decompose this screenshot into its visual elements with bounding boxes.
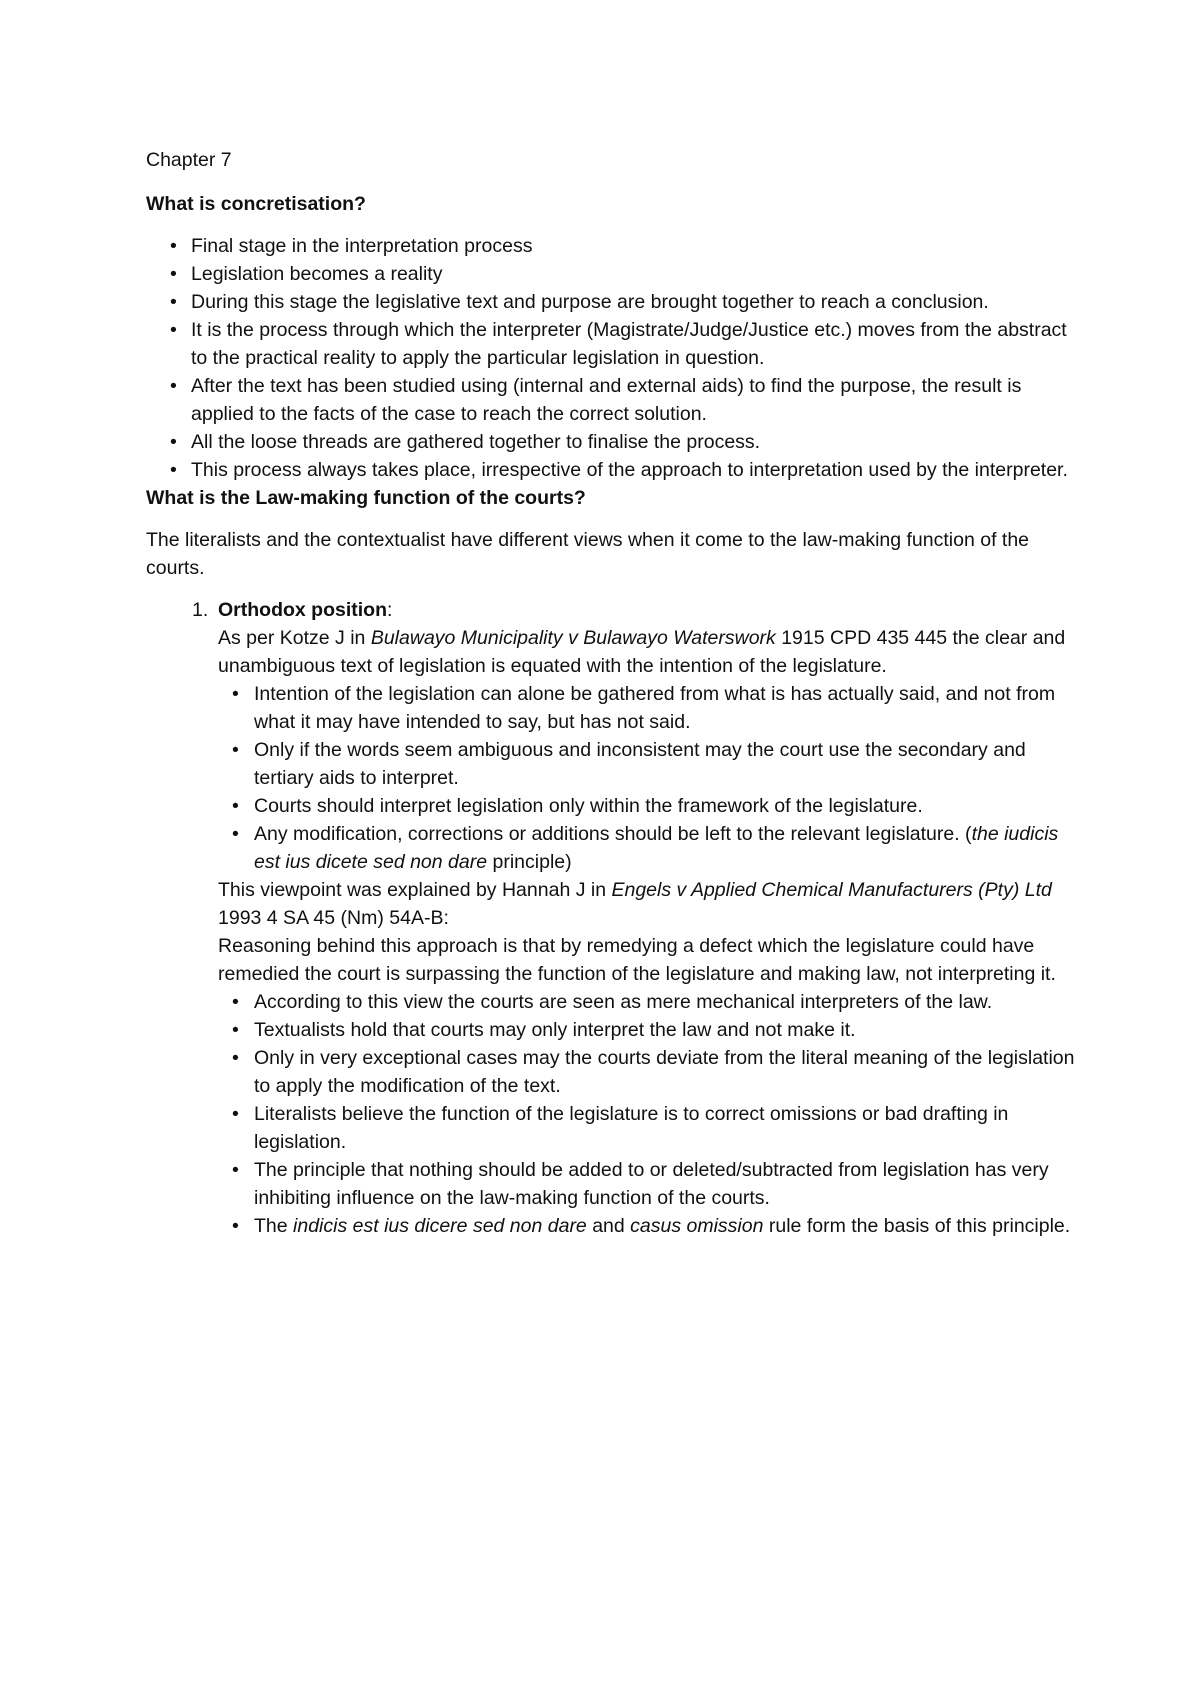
list-item: • Literalists believe the function of the legislature is to correct omissions or bad drafting in legislation. — [218, 1100, 1076, 1156]
orthodox-position-item — [146, 596, 1076, 1240]
latin-phrase: indicis est ius dicere sed non dare — [293, 1215, 587, 1237]
list-item: • After the text has been studied using (internal and external aids) to find the purpose, the result is applied to the facts of the case to reach the correct solution. — [146, 372, 1076, 428]
concretisation-list — [146, 232, 1076, 484]
kotze-paragraph — [218, 624, 1076, 680]
latin-phrase: casus omission — [630, 1215, 764, 1237]
list-item — [218, 1212, 1076, 1240]
law-making-heading: What is the Law-making function of the courts? — [146, 487, 586, 509]
text-run: The — [254, 1215, 294, 1237]
text-run: This viewpoint was explained by Hannah J in — [218, 879, 612, 901]
document-page — [146, 146, 1076, 1240]
case-name: Bulawayo Municipality v Bulawayo Waterswork — [370, 627, 776, 649]
list-item: • Only in very exceptional cases may the courts deviate from the literal meaning of the legislation to apply the modification of the text. — [218, 1044, 1076, 1100]
list-item: • Textualists hold that courts may only interpret the law and not make it. — [218, 1016, 1076, 1044]
orthodox-bullets — [218, 680, 1076, 876]
text-run: As per Kotze J in — [218, 627, 371, 649]
view-bullets — [218, 988, 1076, 1240]
law-making-intro: The literalists and the contextualist have different views when it come to the law-making function of the courts. — [146, 529, 1030, 579]
hannah-paragraph — [218, 876, 1076, 932]
text-run: and — [586, 1215, 631, 1237]
text-run: rule form the basis of this principle. — [763, 1215, 1071, 1237]
list-item: • All the loose threads are gathered together to finalise the process. — [146, 428, 1076, 456]
list-item: • Intention of the legislation can alone be gathered from what is has actually said, and not from what it may have intended to say, but has not said. — [218, 680, 1076, 736]
list-item: • It is the process through which the interpreter (Magistrate/Judge/Justice etc.) moves from the abstract to the practical reality to apply the particular legislation in question. — [146, 316, 1076, 372]
orthodox-title-line — [218, 596, 1076, 624]
list-item — [218, 820, 1076, 876]
orthodox-title-suffix: : — [386, 599, 393, 621]
text-run: Any modification, corrections or additions should be left to the relevant legislature. ( — [254, 823, 972, 845]
list-item: • Only if the words seem ambiguous and inconsistent may the court use the secondary and tertiary aids to interpret. — [218, 736, 1076, 792]
concretisation-heading: What is concretisation? — [146, 193, 366, 215]
list-item: • The principle that nothing should be added to or deleted/subtracted from legislation has very inhibiting influence on the law-making function of the courts. — [218, 1156, 1076, 1212]
text-run: principle) — [487, 851, 572, 873]
list-item: • Final stage in the interpretation process — [146, 232, 1076, 260]
list-item: • Courts should interpret legislation only within the framework of the legislature. — [218, 792, 1076, 820]
text-run: 1915 CPD 435 445 the clear and unambiguous text of legislation is equated with the intention of the legislature. — [218, 627, 1066, 677]
list-item: • Legislation becomes a reality — [146, 260, 1076, 288]
reasoning-paragraph: Reasoning behind this approach is that by remedying a defect which the legislature could have remedied the court is surpassing the function of the legislature and making law, not interpreting it. — [218, 935, 1056, 985]
list-item: • According to this view the courts are seen as mere mechanical interpreters of the law. — [218, 988, 1076, 1016]
list-item: • This process always takes place, irrespective of the approach to interpretation used by the interpreter. — [146, 456, 1076, 484]
orthodox-title: Orthodox position — [218, 599, 387, 621]
chapter-title: Chapter 7 — [146, 149, 232, 171]
case-name: Engels v Applied Chemical Manufacturers (Pty) Ltd — [611, 879, 1052, 901]
list-number: 1. — [192, 599, 209, 621]
latin-phrase: the iudicis est ius dicete sed non dare — [254, 823, 1059, 873]
list-item: • During this stage the legislative text and purpose are brought together to reach a conclusion. — [146, 288, 1076, 316]
text-run: 1993 4 SA 45 (Nm) 54A-B: — [218, 907, 449, 929]
